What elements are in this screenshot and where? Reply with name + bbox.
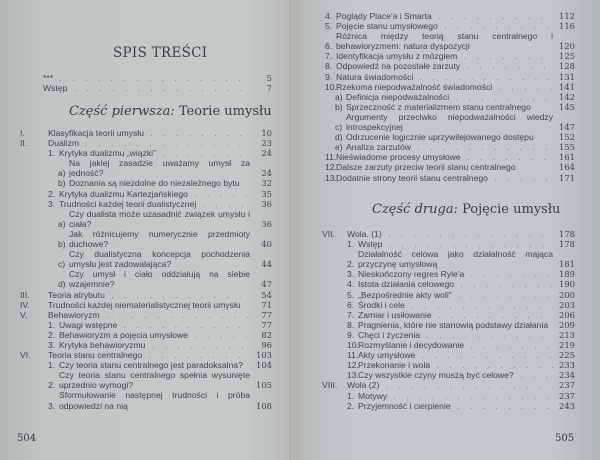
toc-entry-page: 112	[559, 11, 575, 21]
toc-entry-number: 4.	[347, 279, 355, 290]
toc-entry-page: 10	[261, 128, 272, 138]
toc-entry-number: a)	[58, 218, 66, 229]
toc-entry-number: 12.	[325, 162, 337, 173]
toc-entry-number: 10.	[347, 340, 359, 351]
toc-entry-number: 1.	[48, 360, 56, 371]
toc-entry-title: Odpowiedź na pozostałe zarzuty . . .	[336, 61, 553, 71]
toc-entry	[322, 290, 575, 300]
toc-entry-title: Identyfikacja umysłu z mózgiem . . .	[336, 51, 553, 61]
toc-entry-title: Czy dualistyczna koncepcja pochodzenia umysłu jest zadowalająca?	[69, 249, 250, 270]
toc-entry-number: 8.	[325, 61, 333, 72]
toc-entry-page: 104	[256, 360, 272, 371]
toc-entry-title: Istota działania celowego . . .	[358, 279, 553, 289]
toc-entry-title: Przekonanie i wola . . .	[358, 360, 553, 370]
toc-entry-title: Uwagi wstępne . . .	[59, 320, 250, 330]
toc-entry-title: Akty umysłowe . . .	[358, 350, 553, 360]
page-gutter	[290, 0, 291, 460]
toc-entry	[322, 279, 575, 289]
toc-entry-number: c)	[335, 122, 343, 133]
toc-entry	[20, 229, 272, 249]
toc-entry-number: 7.	[325, 51, 333, 62]
toc-entry-title: „Bezpośrednie akty woli” . . .	[358, 290, 553, 300]
page-title: SPIS TREŚCI	[113, 45, 208, 61]
toc-entry	[20, 300, 272, 310]
toc-entry-title: Sformułowanie następnej trudności i próba odpowiedzi na nią	[59, 390, 250, 411]
toc-entry-number: b)	[335, 101, 343, 112]
toc-entry	[20, 199, 272, 209]
toc-entry-number: 10.	[325, 81, 337, 92]
toc-entry	[322, 330, 575, 340]
toc-entry	[20, 138, 272, 148]
page-number-left: 504	[17, 433, 37, 444]
part-one-title: Teorie umysłu	[178, 104, 272, 119]
toc-entry-title: Czy wszystkie czyny muszą być celowe? . . .	[358, 370, 553, 380]
toc-entry-page: 32	[261, 178, 272, 189]
toc-entry-page: 96	[261, 339, 272, 350]
toc-entry-number: 3.	[347, 269, 355, 280]
toc-entry	[20, 350, 272, 360]
toc-entry-number: 3.	[48, 339, 56, 350]
toc-entry	[322, 310, 575, 320]
toc-entry-number: 1.	[48, 148, 56, 159]
toc-entry-title: Motywy . . .	[358, 391, 553, 401]
toc-entry-title: Pragnienia, które nie stanowią podstawy działania	[358, 319, 549, 330]
toc-entry-number: d)	[58, 279, 66, 290]
toc-entry-number: VI.	[20, 350, 31, 361]
toc-entry-page: 23	[261, 138, 272, 149]
toc-entry-title: Jak różnicujemy numerycznie przedmioty duchowe?	[69, 228, 250, 250]
toc-list-right-bottom	[322, 229, 575, 411]
toc-entry-number: a)	[335, 91, 343, 102]
toc-entry-number: I.	[20, 128, 25, 138]
toc-entry-title: Klasyfikacja teorii umysłu . . .	[48, 128, 250, 138]
toc-entry-page: 77	[261, 319, 272, 330]
toc-entry-page: 213	[559, 329, 575, 340]
toc-entry-page: 40	[261, 239, 272, 250]
toc-entry-page: 120	[559, 41, 575, 52]
toc-entry-number: 7.	[347, 309, 355, 320]
toc-entry-number: 3.	[48, 198, 56, 209]
toc-list-left	[20, 128, 272, 411]
toc-entry-page: 178	[559, 239, 575, 250]
toc-entry-number: V.	[20, 309, 28, 320]
toc-entry-title: Trudności każdej teorii dualistycznej . . .	[59, 199, 250, 209]
toc-entry-page: 203	[559, 299, 575, 310]
part-one-heading	[69, 104, 272, 119]
toc-entry-number: 8.	[347, 319, 355, 330]
toc-entry-title: Behawioryzm a pojęcia umysłowe . . .	[59, 330, 250, 340]
toc-entry-title: Dualizm . . .	[48, 138, 250, 148]
toc-entry-title: Analiza zarzutów . . .	[346, 142, 553, 152]
toc-entry-title: Czy teoria stanu centralnego jest paradoksalna?	[59, 360, 243, 371]
toc-entry-number: 9.	[325, 71, 333, 82]
toc-entry-number: 13.	[325, 172, 337, 183]
toc-entry	[22, 83, 272, 93]
toc-entry	[322, 340, 575, 350]
toc-entry	[322, 269, 575, 279]
toc-entry	[20, 158, 272, 178]
toc-entry-title: Definicja niepodważalności . . .	[346, 92, 553, 102]
toc-entry-page: 243	[559, 400, 575, 411]
toc-entry	[325, 31, 575, 51]
toc-entry-page: 164	[559, 162, 575, 173]
toc-entry-title: Wola. (1) . . .	[347, 229, 553, 239]
toc-entry	[322, 370, 575, 380]
toc-entry-page: 145	[559, 101, 575, 112]
toc-entry-page: 125	[559, 51, 575, 62]
page-number-right: 505	[555, 433, 575, 444]
toc-entry	[20, 330, 272, 340]
toc-entry-title: Przyjemność i cierpienie . . .	[358, 401, 553, 411]
toc-entry-page: 7	[266, 83, 272, 94]
toc-entry	[20, 178, 272, 188]
toc-entry	[325, 112, 575, 132]
toc-entry	[322, 300, 575, 310]
toc-entry-page: 233	[559, 360, 575, 371]
toc-entry-page: 155	[559, 142, 575, 153]
toc-entry	[325, 11, 575, 21]
toc-entry-page: 54	[261, 289, 272, 300]
toc-entry-page: 206	[559, 309, 575, 320]
toc-entry-page: 234	[559, 370, 575, 381]
toc-entry-title: Czy dualista może uzasadnić związek umysłu i ciała?	[69, 208, 250, 229]
toc-entry-page: 200	[559, 289, 575, 300]
toc-entry-number: 1.	[48, 319, 56, 330]
toc-entry-page: 147	[559, 122, 575, 133]
toc-entry	[20, 148, 272, 158]
toc-entry-page: 24	[261, 168, 272, 179]
front-matter-list	[22, 73, 272, 93]
part-two-title: Pojęcie umysłu	[462, 202, 561, 217]
toc-entry-page: 181	[559, 259, 575, 270]
toc-entry	[322, 380, 575, 390]
toc-entry-number: 1.	[347, 239, 355, 250]
toc-entry-page: 108	[256, 400, 272, 411]
toc-entry	[322, 350, 575, 360]
toc-entry-number: c)	[58, 259, 66, 270]
toc-entry-page: 209	[559, 319, 575, 330]
toc-entry	[325, 173, 575, 183]
toc-entry-number: d)	[335, 132, 343, 143]
toc-entry	[325, 142, 575, 152]
toc-entry	[325, 152, 575, 162]
toc-entry-page: 237	[559, 390, 575, 401]
toc-entry	[322, 360, 575, 370]
toc-entry-page: 225	[559, 350, 575, 361]
toc-entry	[20, 189, 272, 199]
toc-entry	[325, 102, 575, 112]
toc-entry-title: Wola (2) . . .	[347, 380, 553, 390]
toc-entry-title: Działalność celowa jako działalność mająca przyczynę umysłową	[358, 249, 553, 270]
toc-entry-title: Trudności każdej niematerialistycznej teorii umysłu	[48, 299, 241, 310]
toc-entry-title: Rozmyślanie i decydowanie . . .	[358, 340, 553, 350]
toc-entry-number: III.	[20, 289, 30, 300]
toc-entry-page: 178	[559, 229, 575, 239]
toc-entry-title: Różnica między teorią stanu centralnego i behawioryzmem: natura dyspozycji	[336, 31, 553, 52]
toc-entry-title: Środki i cele . . .	[358, 300, 553, 310]
toc-entry-page: 82	[261, 329, 272, 340]
toc-entry	[322, 320, 575, 330]
toc-entry-title: Dodatnie strony teorii stanu centralnego . . .	[336, 173, 553, 183]
toc-entry-title: Chęci i życzenia . . .	[358, 330, 553, 340]
toc-entry-number: 1.	[347, 390, 355, 401]
toc-entry	[20, 320, 272, 330]
toc-entry-title: Krytyka dualizmu Kartezjańskiego . . .	[59, 189, 250, 199]
toc-entry-title: Poglądy Place'a i Smarta . . .	[336, 11, 553, 21]
toc-entry-page: 161	[559, 152, 575, 163]
toc-entry	[325, 162, 575, 172]
toc-entry-number: 11.	[347, 350, 359, 361]
toc-entry-number: IV.	[20, 299, 30, 310]
toc-entry-page: 105	[256, 380, 272, 391]
toc-entry	[325, 92, 575, 102]
toc-entry-page: 128	[559, 61, 575, 72]
toc-entry	[20, 269, 272, 289]
toc-entry	[325, 72, 575, 82]
toc-entry-title: Nieskończony regres Ryle'a . . .	[358, 269, 553, 279]
toc-entry-number: 2.	[48, 329, 56, 340]
toc-entry-title: Zamiar i usiłowanie . . .	[358, 310, 553, 320]
toc-entry-page: 152	[559, 132, 575, 143]
toc-entry-number: 12.	[347, 360, 359, 371]
toc-entry-title: Wstęp . . .	[358, 239, 553, 249]
toc-entry	[20, 360, 272, 370]
toc-entry-number: 6.	[325, 41, 333, 52]
toc-entry	[20, 340, 272, 350]
toc-entry	[325, 82, 575, 92]
toc-list-right-top	[325, 11, 575, 183]
toc-entry-page: 103	[256, 350, 272, 361]
toc-entry-page: 24	[261, 148, 272, 159]
toc-entry	[322, 249, 575, 269]
part-one-label: Część pierwsza:	[69, 104, 175, 119]
toc-entry-page: 71	[261, 299, 272, 310]
toc-entry-page: 36	[261, 218, 272, 229]
toc-entry-title: Odrzucenie logicznie uprzywilejowanego dostępu	[346, 132, 534, 143]
toc-entry-number: a)	[58, 168, 66, 179]
toc-entry	[22, 73, 272, 83]
toc-entry	[20, 310, 272, 320]
toc-entry-title: Pojęcie stanu umysłowego . . .	[336, 21, 553, 31]
toc-entry-page: 142	[559, 91, 575, 102]
toc-entry-title: Behawioryzm . . .	[48, 310, 250, 320]
toc-entry-title: Czy teoria stanu centralnego spełnia wysunięte uprzednio wymogi?	[59, 370, 250, 391]
toc-entry-number: 5.	[325, 21, 333, 32]
toc-entry-page: 5	[266, 73, 272, 83]
toc-entry-title: Dalsze zarzuty przeciw teorii stanu centralnego	[336, 162, 516, 173]
toc-entry-title: *** . . .	[43, 73, 250, 83]
toc-entry	[20, 209, 272, 229]
part-two-heading	[372, 202, 560, 217]
toc-entry-title: Rzekoma niepodważalność świadomości . . .	[336, 82, 553, 92]
toc-entry-page: 116	[559, 21, 575, 32]
toc-entry-number: b)	[58, 239, 66, 250]
right-page	[300, 0, 600, 460]
toc-entry-title: Czy umysł i ciało oddziałują na siebie wzajemnie?	[69, 269, 250, 290]
toc-entry	[20, 128, 272, 138]
toc-entry-number: 4.	[325, 11, 333, 21]
toc-entry-page: 237	[559, 380, 575, 391]
toc-entry-number: 2.	[347, 400, 355, 411]
toc-entry-number: 5.	[347, 289, 355, 300]
toc-entry-page: 171	[559, 172, 575, 183]
toc-entry	[322, 401, 575, 411]
toc-entry-number: 9.	[347, 329, 355, 340]
toc-entry	[322, 239, 575, 249]
toc-entry-page: 44	[261, 259, 272, 270]
toc-entry	[20, 249, 272, 269]
toc-entry-number: 11.	[325, 152, 337, 163]
toc-entry-page: 47	[261, 279, 272, 290]
toc-entry-page: 35	[261, 188, 272, 199]
toc-entry-number: 2.	[48, 188, 56, 199]
toc-entry-page: 189	[559, 269, 575, 280]
toc-entry-page: 141	[559, 81, 575, 92]
toc-entry-page: 190	[559, 279, 575, 290]
toc-entry-title: Na jakiej zasadzie uważamy umysł za jedność?	[69, 158, 250, 179]
toc-entry-number: e)	[335, 142, 343, 153]
toc-entry-number: 2.	[347, 259, 355, 270]
toc-entry-title: Teoria stanu centralnego . . .	[48, 350, 250, 360]
toc-entry-title: Krytyka dualizmu „wiązki” . . .	[59, 148, 250, 158]
toc-entry-title: Natura świadomości . . .	[336, 72, 553, 82]
toc-entry	[20, 290, 272, 300]
toc-entry	[325, 51, 575, 61]
toc-entry-title: Wstęp . . .	[43, 83, 250, 93]
part-two-label: Część druga:	[372, 202, 458, 217]
toc-entry	[20, 390, 272, 410]
toc-entry	[20, 370, 272, 390]
toc-entry-page: 36	[261, 198, 272, 209]
left-page	[0, 0, 290, 460]
toc-entry	[325, 21, 575, 31]
toc-entry-number: 3.	[48, 400, 56, 411]
toc-entry-page: 77	[261, 309, 272, 320]
toc-entry-title: Krytyka behawioryzmu . . .	[59, 340, 250, 350]
toc-entry-number: 2.	[48, 380, 56, 391]
toc-entry	[325, 61, 575, 71]
toc-entry-title: Nieświadome procesy umysłowe . . .	[336, 152, 553, 162]
toc-entry-page: 131	[559, 71, 575, 82]
toc-entry-number: 6.	[347, 299, 355, 310]
toc-entry-number: II.	[20, 138, 28, 149]
toc-entry	[322, 391, 575, 401]
toc-entry-number: b)	[58, 178, 66, 189]
toc-entry-title: Sprzeczność z materializmem stanu centralnego	[346, 101, 531, 112]
toc-entry	[322, 229, 575, 239]
toc-entry-number: 13.	[347, 370, 359, 381]
toc-entry-number: VII.	[322, 229, 335, 239]
toc-entry	[325, 132, 575, 142]
toc-entry-title: Teoria atrybutu . . .	[48, 290, 250, 300]
toc-entry-page: 219	[559, 340, 575, 351]
toc-entry-number: VIII.	[322, 380, 338, 391]
toc-entry-title: Doznania są niezdolne do niezależnego bytu	[69, 178, 240, 189]
toc-entry-title: Argumenty przeciwko niepodważalności wiedzy introspekcyjnej	[346, 111, 553, 133]
